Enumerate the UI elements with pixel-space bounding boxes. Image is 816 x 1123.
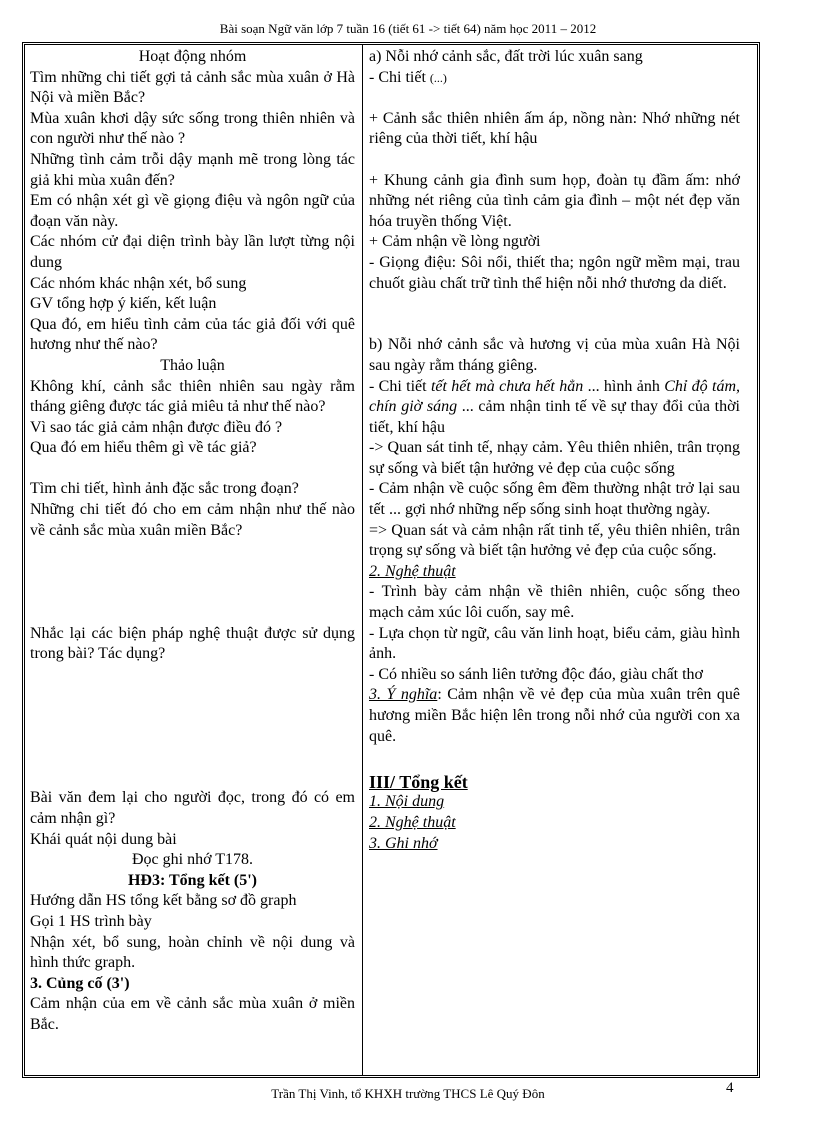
detail-line: - Lựa chọn từ ngữ, câu văn linh hoạt, biểu cảm, giàu hình ảnh. (369, 624, 740, 663)
summary-title: III/ Tổng kết (369, 771, 468, 792)
section-heading: Hoạt động nhóm (138, 48, 247, 65)
column-divider (362, 45, 363, 1075)
detail-line: + Cảm nhận về lòng người (369, 233, 541, 251)
subsection-title: b) Nỗi nhớ cảnh sắc và hương vị của mùa xuân Hà Nội sau ngày rằm tháng giêng. (369, 336, 740, 374)
summary-item: 2. Nghệ thuật (369, 813, 456, 831)
instruction: Nhận xét, bổ sung, hoàn chỉnh về nội dung và hình thức graph. (30, 933, 355, 972)
section-heading: HĐ3: Tổng kết (5') (127, 871, 258, 889)
question: Tìm những chi tiết gợi tả cảnh sắc mùa xuân ở Hà Nội và miền Bắc? (30, 68, 355, 107)
instruction: Khái quát nội dung bài (30, 830, 177, 848)
detail-line: - Chi tiết tết hết mà chưa hết hẳn ... hình ảnh Chỉ độ tám, chín giờ sáng ... cảm nhận tinh tế về sự thay đổi của thời tiết, khí hậu (369, 377, 741, 436)
question: Tìm chi tiết, hình ảnh đặc sắc trong đoạn? (30, 480, 299, 498)
question: Bài văn đem lại cho người đọc, trong đó có em cảm nhận gì? (30, 789, 355, 827)
instruction: Hướng dẫn HS tổng kết bằng sơ đồ graph (30, 892, 297, 910)
question: Vì sao tác giả cảm nhận được điều đó ? (30, 418, 283, 436)
question: Những chi tiết đó cho em cảm nhận như thế nào về cảnh sắc mùa xuân miền Bắc? (30, 501, 355, 539)
detail-line: -> Quan sát tinh tế, nhạy cảm. Yêu thiên nhiên, trân trọng sự sống và biết tận hưởng vẻ đẹp của cuộc sống (369, 439, 740, 477)
page-footer: Trần Thị Vinh, tổ KHXH trường THCS Lê Quý Đôn (271, 1086, 545, 1101)
section-heading: Thảo luận (160, 356, 225, 374)
detail-line: - Chi tiết (...) (369, 68, 447, 86)
right-column (369, 47, 740, 854)
question: Không khí, cảnh sắc thiên nhiên sau ngày rằm tháng giêng được tác giả miêu tả như thế nào? (30, 377, 355, 416)
question: Những tình cảm trỗi dậy mạnh mẽ trong lòng tác giả khi mùa xuân đến? (30, 150, 355, 189)
question: Qua đó em hiểu thêm gì về tác giả? (30, 439, 257, 457)
detail-line: + Khung cảnh gia đình sum họp, đoàn tụ đầm ấm: nhớ những nét riêng của tình cảm gia đình – một nét đẹp văn hóa truyền thống Việt. (369, 171, 740, 230)
detail-line: - Có nhiều so sánh liên tưởng độc đáo, giàu chất thơ (369, 665, 703, 683)
detail-line: => Quan sát và cảm nhận rất tinh tế, yêu thiên nhiên, trân trọng sự sống và biết tận hưởng vẻ đẹp của cuộc sống. (369, 521, 740, 560)
instruction: Đọc ghi nhớ T178. (131, 851, 254, 869)
detail-line: - Cảm nhận về cuộc sống êm đềm thường nhật trở lại sau tết ... gợi nhớ những nếp sống sinh hoạt thường ngày. (369, 480, 740, 519)
subsection-title: a) Nỗi nhớ cảnh sắc, đất trời lúc xuân sang (369, 48, 643, 65)
summary-item: 3. Ghi nhớ (369, 834, 438, 852)
left-column (30, 47, 355, 1036)
question: Qua đó, em hiểu tình cảm của tác giả đối với quê hương như thế nào? (30, 315, 355, 354)
instruction: Các nhóm khác nhận xét, bổ sung (30, 274, 247, 292)
page-number: 4 (726, 1080, 734, 1096)
detail-line: + Cảnh sắc thiên nhiên ấm áp, nồng nàn: Nhớ những nét riêng của thời tiết, khí hậu (369, 109, 740, 148)
instruction: GV tổng hợp ý kiến, kết luận (30, 295, 217, 313)
detail-line: - Giọng điệu: Sôi nổi, thiết tha; ngôn ngữ mềm mại, trau chuốt giàu chất trữ tình thể hiện nỗi nhớ thương da diết. (369, 253, 740, 292)
question: Cảm nhận của em về cảnh sắc mùa xuân ở miền Bắc. (30, 995, 355, 1033)
instruction: Các nhóm cử đại diện trình bày lần lượt từng nội dung (30, 233, 355, 271)
question: Nhắc lại các biện pháp nghệ thuật được sử dụng trong bài? Tác dụng? (30, 624, 355, 663)
detail-line: - Trình bày cảm nhận về thiên nhiên, cuộc sống theo mạch cảm xúc lôi cuốn, say mê. (369, 583, 740, 622)
page-header: Bài soạn Ngữ văn lớp 7 tuần 16 (tiết 61 -> tiết 64) năm học 2011 – 2012 (219, 21, 597, 36)
instruction: Gọi 1 HS trình bày (30, 912, 152, 930)
section-heading: 3. Củng cố (3') (30, 974, 130, 992)
summary-item: 1. Nội dung (369, 793, 445, 811)
detail-line: 3. Ý nghĩa: Cảm nhận về vẻ đẹp của mùa xuân trên quê hương miền Bắc hiện lên trong nỗi nhớ của người con xa quê. (369, 686, 741, 745)
question: Em có nhận xét gì về giọng điệu và ngôn ngữ của đoạn văn này. (30, 192, 355, 230)
question: Mùa xuân khơi dậy sức sống trong thiên nhiên và con người như thế nào ? (30, 109, 355, 148)
subsection-title: 2. Nghệ thuật (369, 562, 456, 580)
